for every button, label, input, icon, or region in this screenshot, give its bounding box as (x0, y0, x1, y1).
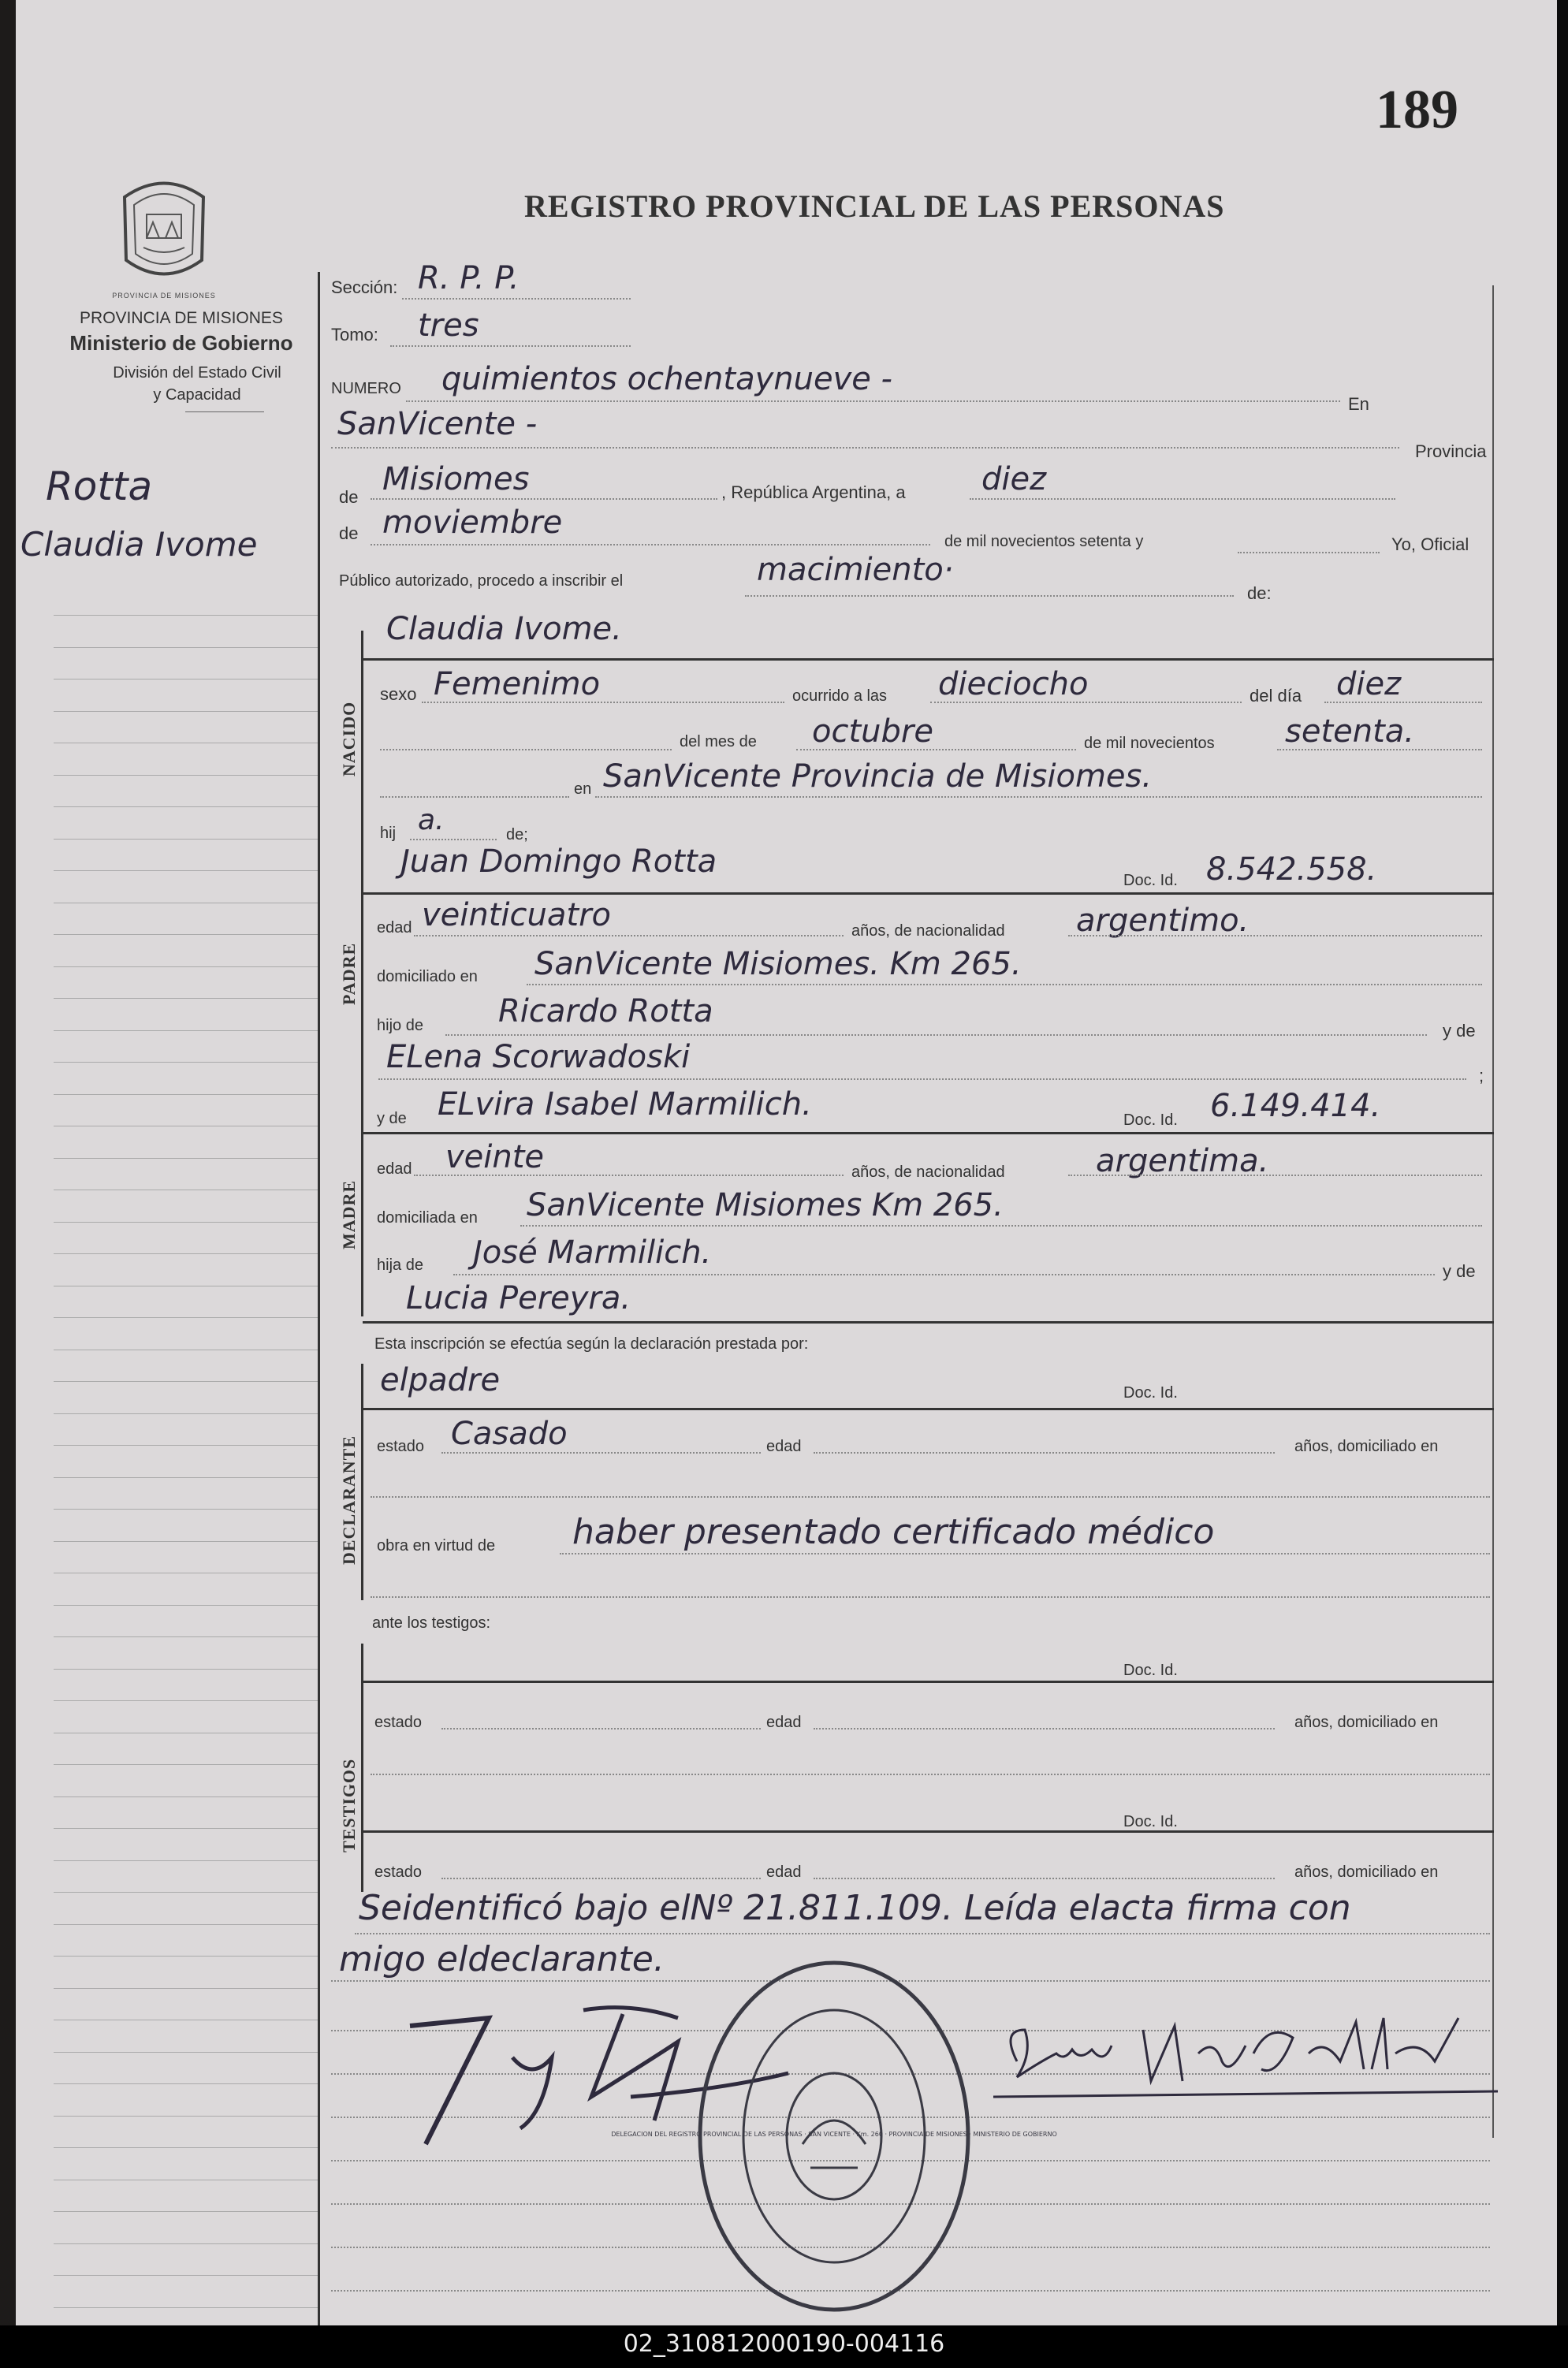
hora-value: dieciocho (938, 666, 1089, 702)
official-signature-icon (993, 2006, 1498, 2109)
sidebar-ruled-line (54, 2211, 318, 2212)
testigo1-estado-label: estado (374, 1714, 423, 1731)
sidebar-ruled-line (54, 1796, 318, 1797)
sidebar-ruled-line (54, 1317, 318, 1318)
register-page (16, 0, 1557, 2325)
madre-doc-value: 6.149.414. (1210, 1088, 1381, 1124)
lugar-nac-value: SanVicente Provincia de Misiomes. (603, 758, 1153, 795)
mil-label: de mil novecientos setenta y (944, 533, 1144, 550)
declarante-obra-value: haber presentado certificado médico (572, 1512, 1215, 1552)
sidebar-ruled-line (54, 2052, 318, 2053)
testigo1-estado-line (441, 1728, 761, 1729)
sidebar-ruled-line (54, 998, 318, 999)
anio-value: setenta. (1285, 713, 1415, 750)
sidebar-ruled-line (54, 1158, 318, 1159)
dia-line (970, 498, 1395, 500)
tomo-value: tres (418, 307, 479, 344)
de-label: de (339, 487, 359, 507)
sidebar-ministry: Ministerio de Gobierno (69, 331, 293, 355)
padre-doc-value: 8.542.558. (1206, 851, 1377, 888)
seccion-line (402, 298, 631, 300)
mil-line (1238, 552, 1380, 553)
sidebar-ruled-line (54, 1860, 318, 1861)
hora-line (930, 702, 1242, 703)
binding-edge (0, 0, 16, 2325)
sidebar-ruled-line (54, 806, 318, 807)
delmes-lead-line (380, 749, 672, 750)
padre-nombre-line (363, 892, 1494, 895)
declarante-estado-value: Casado (451, 1416, 568, 1452)
publico-label: Público autorizado, procedo a inscribir el (339, 572, 624, 590)
declarante-nombre: elpadre (380, 1362, 501, 1398)
madre-edad-line (414, 1175, 844, 1176)
madre-doc-label: Doc. Id. (1123, 1111, 1178, 1129)
acto-value: macimiento· (757, 552, 954, 588)
hij-de-label: de; (506, 826, 528, 843)
nacido-bracket (361, 631, 363, 855)
testigo1-edad-label: edad (766, 1714, 802, 1731)
seccion-label: Sección: (331, 277, 398, 297)
margin-line (318, 272, 320, 2325)
oficial-label: Yo, Oficial (1391, 534, 1469, 554)
mes-nac-line (796, 749, 1076, 750)
dia-nac-line (1324, 702, 1482, 703)
nacido-nombre: Claudia Ivome. (386, 611, 622, 647)
sidebar-ruled-line (54, 966, 318, 967)
padre-dom-line (527, 984, 1482, 985)
sidebar-ruled-line (54, 2083, 318, 2084)
madre-yde-label: y de (377, 1110, 407, 1127)
madre-section-label: MADRE (339, 1179, 359, 1249)
madre-nombre: ELvira Isabel Marmilich. (438, 1086, 812, 1123)
tomo-line (390, 345, 631, 347)
image-reference: 02_310812000190-004116 (623, 2330, 945, 2358)
madre-nombre-line (363, 1132, 1494, 1134)
padre-madre-line (378, 1078, 1466, 1080)
anio-line (1277, 749, 1482, 750)
en-lead-line (380, 796, 569, 798)
declarante-obra-line (560, 1553, 1490, 1554)
lugar-value: SanVicente - (337, 406, 538, 442)
sidebar-ruled-line (54, 1445, 318, 1446)
svg-text:DELEGACION DEL REGISTRO PROVIN: DELEGACION DEL REGISTRO PROVINCIAL DE LAS PERSONAS · SAN VICENTE · Km. 260 · PROVINCIA DE MISIONES · MINISTERIO DE GOBIERNO (611, 2131, 1057, 2138)
sidebar-ruled-line (54, 615, 318, 616)
padre-bracket (361, 855, 363, 1092)
sidebar-ruled-line (54, 870, 318, 871)
sidebar-rule (185, 411, 264, 412)
sidebar-ruled-line (54, 1381, 318, 1382)
seccion-value: R. P. P. (418, 260, 520, 296)
lugar-line (331, 447, 1399, 449)
testigo1-edad-line (814, 1728, 1275, 1729)
sidebar-ruled-line (54, 1669, 318, 1670)
sidebar-ruled-line (54, 934, 318, 935)
padre-nac-line (1068, 935, 1482, 936)
madre-dom-line (520, 1225, 1482, 1227)
en-nac-label: en (574, 780, 592, 798)
declarante-estado-line (441, 1452, 761, 1454)
closing-line-2: migo eldeclarante. (339, 1939, 665, 1979)
sidebar-ruled-line (54, 1094, 318, 1095)
mes-nac-value: octubre (812, 713, 933, 750)
testigo2-edad-line (814, 1878, 1275, 1879)
testigo1-anios-label: años, domiciliado en (1294, 1714, 1439, 1731)
padre-doc-label: Doc. Id. (1123, 872, 1178, 889)
madre-nac-label: años, de nacionalidad (851, 1164, 1005, 1181)
tomo-label: Tomo: (331, 325, 378, 344)
padre-edad-label: edad (377, 919, 412, 936)
madre-nac-value: argentima. (1096, 1143, 1269, 1179)
sidebar-ruled-line (54, 1636, 318, 1637)
sidebar-ruled-line (54, 1222, 318, 1223)
sidebar-ruled-line (54, 1956, 318, 1957)
padre-section-label: PADRE (339, 942, 359, 1005)
mes-line (371, 544, 930, 545)
testigo1-dom-line (371, 1774, 1490, 1775)
dia-nac-value: diez (1336, 666, 1402, 702)
sidebar-ruled-line (54, 1605, 318, 1606)
declarante-dom-line (371, 1496, 1490, 1498)
right-border (1492, 285, 1494, 2138)
sidebar-ruled-line (54, 647, 318, 648)
numero-value: quimientos ochentaynueve - (441, 361, 892, 397)
prov-line (371, 498, 717, 500)
testigo2-estado-label: estado (374, 1863, 423, 1881)
provincia-label: Provincia (1415, 441, 1487, 461)
madre-dom-value: SanVicente Misiomes Km 265. (527, 1187, 1004, 1223)
padre-madre-value: ELena Scorwadoski (386, 1039, 691, 1075)
padre-nac-label: años, de nacionalidad (851, 922, 1005, 940)
de-label-2: de (339, 523, 359, 543)
hij-value: a. (418, 804, 445, 836)
madre-edad-label: edad (377, 1160, 412, 1178)
testigo1-line (363, 1681, 1494, 1683)
nacido-section-label: NACIDO (339, 701, 359, 776)
sidebar-ruled-line (54, 1413, 318, 1414)
sidebar-ruled-line (54, 1030, 318, 1031)
declarante-doc-label: Doc. Id. (1123, 1384, 1178, 1402)
testigo2-doc-label: Doc. Id. (1123, 1813, 1178, 1830)
padre-dom-value: SanVicente Misiomes. Km 265. (534, 946, 1022, 982)
declarante-estado-label: estado (377, 1438, 425, 1455)
prov-value: Misiomes (382, 461, 530, 497)
de2-label: de: (1247, 583, 1272, 603)
ocurrido-label: ocurrido a las (792, 687, 888, 705)
declarante-edad-label: edad (766, 1438, 802, 1455)
sidebar-ruled-line (54, 711, 318, 712)
mes-value: moviembre (382, 505, 563, 541)
sidebar-ruled-line (54, 1892, 318, 1893)
padre-hijo-value: Ricardo Rotta (498, 993, 713, 1029)
seal-legend: PROVINCIA DE MISIONES (112, 292, 216, 300)
declarante-bracket (361, 1364, 363, 1600)
delmes-label: del mes de (680, 733, 757, 750)
page-number: 189 (1376, 80, 1458, 140)
madre-abuela-value: Lucia Pereyra. (406, 1280, 631, 1316)
sidebar-ruled-line (54, 2116, 318, 2117)
lugar-nac-line (595, 796, 1482, 798)
declarante-obra-label: obra en virtud de (377, 1537, 496, 1554)
madre-nac-line (1068, 1175, 1482, 1176)
padre-nombre: Juan Domingo Rotta (400, 843, 717, 880)
sidebar-ruled-line (54, 2275, 318, 2276)
madre-hija-line (453, 1274, 1435, 1275)
sidebar-ruled-line (54, 1828, 318, 1829)
sidebar-division-1: División del Estado Civil (113, 364, 281, 382)
provincial-seal-icon (109, 166, 219, 292)
hij-line (410, 839, 497, 840)
padre-nac-value: argentimo. (1076, 903, 1250, 939)
sidebar-surname: Rotta (46, 464, 153, 509)
republica-label: , República Argentina, a (721, 482, 906, 502)
sidebar-ruled-line (54, 2307, 318, 2308)
demil-label: de mil novecientos (1084, 735, 1215, 752)
testigos-section-label: TESTIGOS (339, 1758, 359, 1852)
sidebar-ruled-line (54, 1700, 318, 1701)
numero-line (406, 400, 1340, 402)
madre-bracket (361, 1092, 363, 1316)
sidebar-ruled-line (54, 775, 318, 776)
testigo2-edad-label: edad (766, 1863, 802, 1881)
dia-value: diez (981, 461, 1047, 497)
sexo-line (422, 702, 784, 703)
registry-stamp-icon (611, 1955, 1057, 2318)
numero-label: NUMERO (331, 380, 401, 397)
sidebar-ruled-line (54, 839, 318, 840)
padre-dom-label: domiciliado en (377, 968, 478, 985)
en-label: En (1348, 394, 1369, 414)
hij-label: hij (380, 825, 397, 842)
declarante-nombre-line (363, 1408, 1494, 1410)
sexo-value: Femenimo (434, 666, 601, 702)
testigo1-doc-label: Doc. Id. (1123, 1662, 1178, 1679)
declarante-extra-line (371, 1596, 1490, 1598)
sidebar-ruled-line (54, 1541, 318, 1542)
sidebar-ruled-line (54, 1988, 318, 1989)
testigo2-anios-label: años, domiciliado en (1294, 1863, 1439, 1881)
madre-dom-label: domiciliada en (377, 1209, 478, 1227)
padre-hijo-line (445, 1034, 1427, 1036)
page-title: REGISTRO PROVINCIAL DE LAS PERSONAS (524, 188, 1225, 224)
padre-edad-value: veinticuatro (422, 897, 611, 933)
deldia-label: del día (1250, 686, 1302, 706)
declarante-anios-label: años, domiciliado en (1294, 1438, 1439, 1455)
nacido-nombre-line (363, 658, 1494, 661)
padre-semicolon: ; (1479, 1066, 1484, 1085)
madre-hija-value: José Marmilich. (473, 1234, 712, 1271)
testigo2-line (363, 1830, 1494, 1833)
madre-yde2-label: y de (1443, 1261, 1476, 1281)
acto-line (745, 595, 1234, 597)
sidebar-ruled-line (54, 1253, 318, 1254)
sidebar-province: PROVINCIA DE MISIONES (80, 309, 283, 327)
closing-line-1-rule (355, 1933, 1490, 1934)
sidebar-ruled-line (54, 2243, 318, 2244)
closing-line-1: Seidentificó bajo elNº 21.811.109. Leída elacta firma con (359, 1888, 1351, 1928)
testigo2-estado-line (441, 1878, 761, 1879)
testigos-ante-label: ante los testigos: (372, 1614, 491, 1632)
sidebar-ruled-line (54, 1764, 318, 1765)
declarante-intro: Esta inscripción se efectúa según la declaración prestada por: (374, 1335, 809, 1353)
sexo-label: sexo (380, 684, 417, 704)
sidebar-division-2: y Capacidad (153, 386, 241, 404)
padre-yde-label: y de (1443, 1021, 1476, 1041)
declarante-edad-line (814, 1452, 1275, 1454)
padre-hijo-label: hijo de (377, 1017, 423, 1034)
sidebar-ruled-line (54, 1509, 318, 1510)
madre-hija-label: hija de (377, 1257, 423, 1274)
sidebar-given-name: Claudia Ivome (20, 525, 258, 564)
sidebar-ruled-line (54, 2147, 318, 2148)
madre-edad-value: veinte (445, 1139, 545, 1175)
sidebar-ruled-line (54, 1924, 318, 1925)
sidebar-ruled-line (54, 1062, 318, 1063)
declarante-section-label: DECLARANTE (339, 1435, 359, 1565)
sidebar-ruled-line (54, 1477, 318, 1478)
padre-edad-line (414, 935, 844, 936)
madre-end-line (363, 1321, 1494, 1324)
